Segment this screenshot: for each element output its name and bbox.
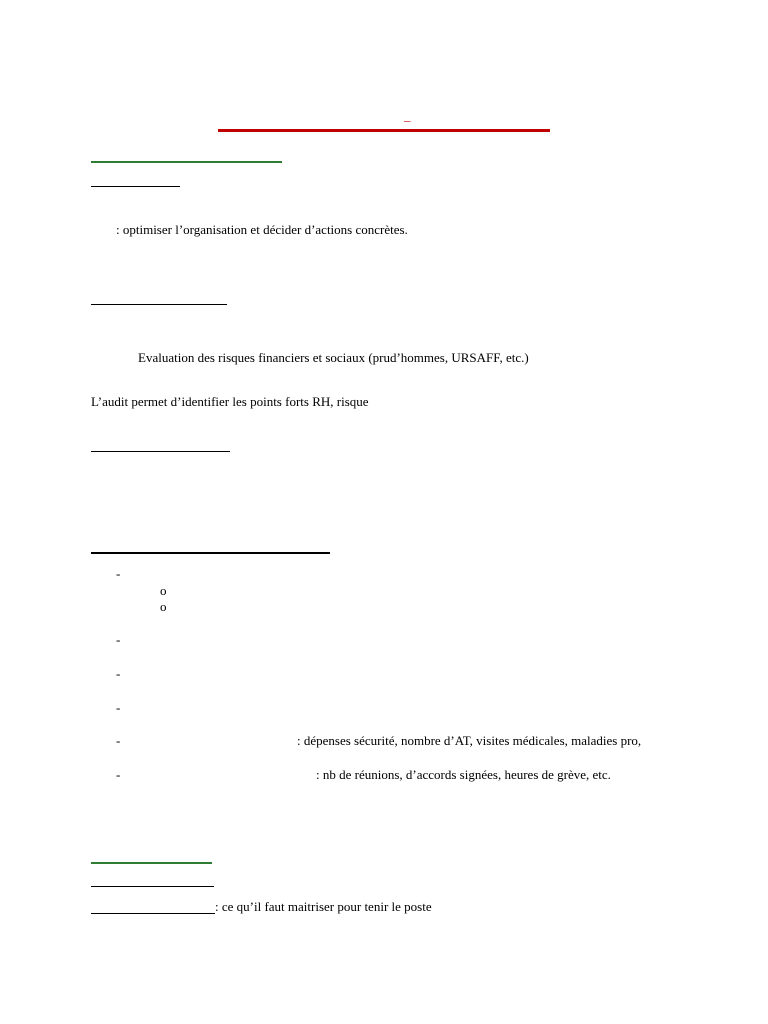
- audit-text: L’audit permet d’identifier les points forts RH, risque: [91, 394, 369, 409]
- section-heading-green-1: [91, 161, 282, 163]
- section-subheading-4: [91, 886, 214, 887]
- list-dash-2: -: [116, 632, 121, 647]
- objective-text: : optimiser l’organisation et décider d’actions concrètes.: [116, 222, 408, 237]
- section-subheading-1: [91, 186, 180, 187]
- skills-text: : ce qu’il faut maitriser pour tenir le poste: [215, 899, 432, 914]
- list-dash-6: -: [116, 767, 121, 782]
- list-dash-5: -: [116, 733, 121, 748]
- security-indicators-text: : dépenses sécurité, nombre d’AT, visites médicales, maladies pro,: [297, 733, 642, 748]
- section-heading-green-2: [91, 862, 212, 864]
- list-dash-3: -: [116, 666, 121, 681]
- indicators-heading: [91, 552, 330, 554]
- title-underline: [218, 129, 550, 132]
- social-indicators-text: : nb de réunions, d’accords signées, heures de grève, etc.: [316, 767, 611, 782]
- list-circle-1: o: [160, 583, 167, 598]
- section-subheading-2: [91, 304, 227, 305]
- list-dash-4: -: [116, 700, 121, 715]
- list-circle-2: o: [160, 599, 167, 614]
- title-dash: _: [404, 108, 411, 123]
- list-dash-1: -: [116, 566, 121, 581]
- skills-heading-underline: [91, 913, 215, 914]
- section-subheading-3: [91, 451, 230, 452]
- risks-text: Evaluation des risques financiers et sociaux (prud’hommes, URSAFF, etc.): [138, 350, 529, 365]
